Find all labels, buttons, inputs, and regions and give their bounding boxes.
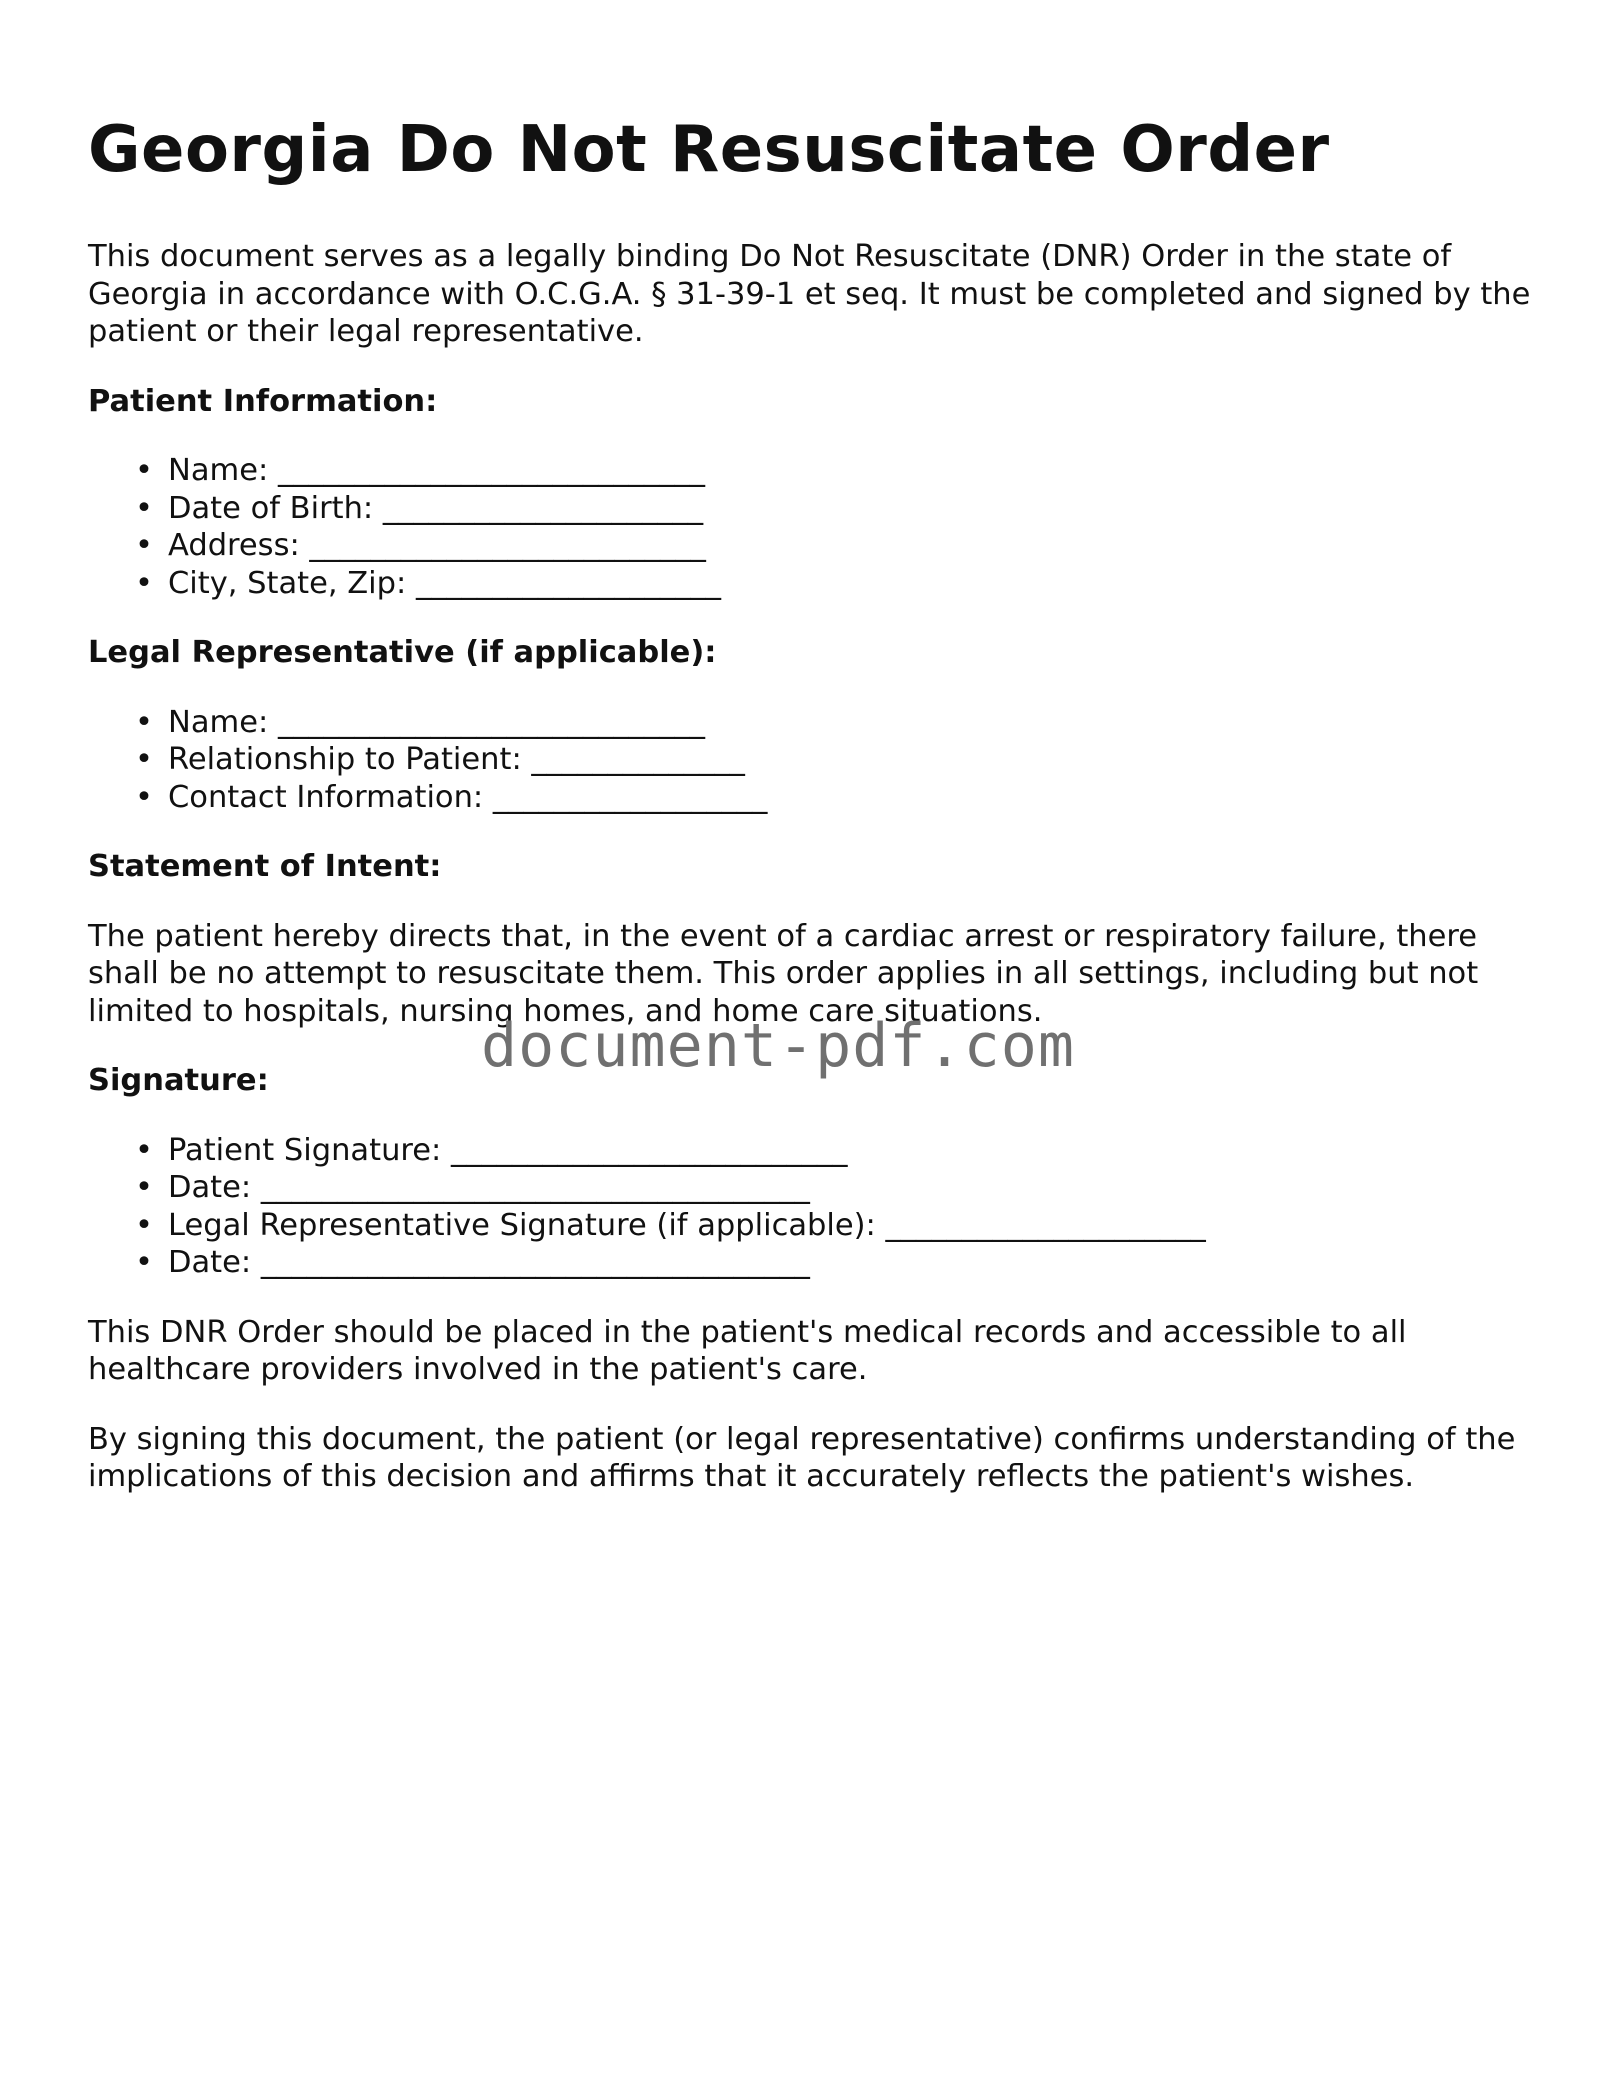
bullet-icon: •: [135, 490, 153, 526]
bullet-icon: •: [135, 1170, 153, 1205]
page-title: Georgia Do Not Resuscitate Order: [88, 113, 1330, 187]
bullet-icon: •: [135, 1132, 153, 1168]
patient-name-field: • Name: ____________________________: [135, 453, 705, 488]
statement-paragraph: The patient hereby directs that, in the event of a cardiac arrest or respiratory failure, there shall be no attempt to resuscitate them. This order applies in all settings, including but not limited to hospitals, nursing homes, and home care situations.: [88, 918, 1479, 1029]
legal-rep-relationship-field: • Relationship to Patient: ______________: [135, 742, 745, 777]
statement-heading: Statement of Intent:: [88, 849, 442, 884]
patient-signature-date-field: • Date: ____________________________________: [135, 1170, 810, 1205]
bullet-icon: •: [135, 565, 153, 601]
document-page: [88, 108, 1548, 1496]
bullet-icon: •: [135, 453, 153, 488]
signature-heading: Signature:: [88, 1063, 269, 1098]
patient-info-heading: Patient Information:: [88, 383, 438, 419]
bullet-icon: •: [135, 704, 153, 740]
closing-paragraph-records: This DNR Order should be placed in the patient's medical records and accessible to all healthcare providers involved in the patient's care.: [88, 1314, 1407, 1387]
bullet-icon: •: [135, 779, 153, 815]
legal-rep-name-field: • Name: ____________________________: [135, 704, 705, 740]
bullet-icon: •: [135, 1207, 153, 1243]
patient-dob-field: • Date of Birth: _____________________: [135, 490, 704, 526]
watermark-text: document-pdf.com: [481, 1011, 1075, 1081]
bullet-icon: •: [135, 1245, 153, 1280]
patient-city-state-zip-field: • City, State, Zip: ____________________: [135, 565, 721, 601]
bullet-icon: •: [135, 528, 153, 563]
closing-paragraph-confirmation: By signing this document, the patient (or legal representative) confirms understanding of the implications of this decision and affirms that it accurately reflects the patient's wishes.: [88, 1421, 1516, 1494]
legal-rep-signature-field: • Legal Representative Signature (if applicable): _____________________: [135, 1207, 1206, 1243]
patient-info-list: [88, 452, 1548, 602]
legal-rep-contact-field: • Contact Information: __________________: [135, 779, 768, 815]
legal-rep-list: [88, 704, 1548, 817]
signature-list: [88, 1132, 1548, 1282]
patient-address-field: • Address: __________________________: [135, 528, 706, 563]
intro-paragraph: This document serves as a legally binding Do Not Resuscitate (DNR) Order in the state of Georgia in accordance with O.C.G.A. § 31-39-1 et seq. It must be completed and signed by the patient or their legal representative.: [88, 239, 1531, 349]
legal-rep-heading: Legal Representative (if applicable):: [88, 635, 717, 670]
legal-rep-signature-date-field: • Date: ____________________________________: [135, 1245, 810, 1280]
bullet-icon: •: [135, 742, 153, 777]
patient-signature-field: • Patient Signature: __________________________: [135, 1132, 848, 1168]
